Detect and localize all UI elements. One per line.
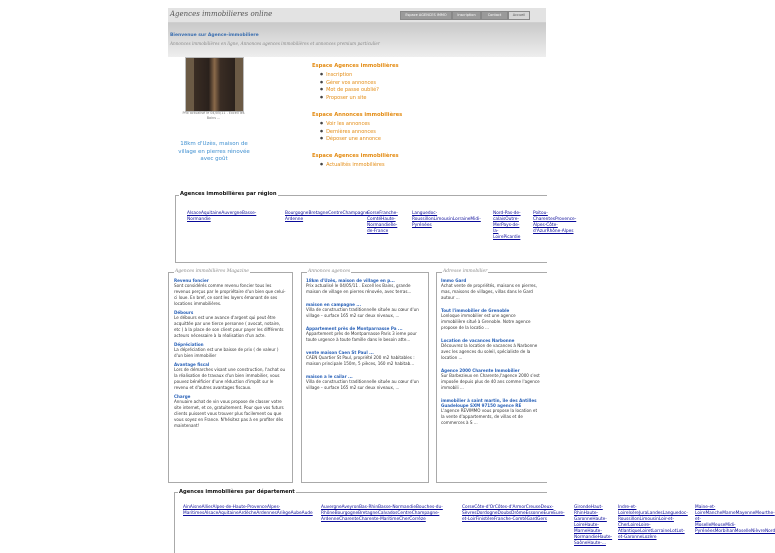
menu-section-annonces [312,112,402,144]
magazine-item-title[interactable]: Revenu foncier [174,278,209,283]
region-link-group[interactable]: Nord-Pas-de-calaisOutre-MerPays-de-la-LoirePicardie [493,211,521,240]
magazine-item-text: Le débours est une avance d'argent qui peut être acquittée par une tierce personne ( avocat, notaire, etc ) à la place de son client pour payer les différents acteurs nécessaire à la réalisation d'un acte. [174,315,284,338]
magazine-item-title[interactable]: Avantage fiscal [174,362,210,367]
magazine-item-text: Annuaire achat de vin vous propose de classer votre site internet, et ce, gratuitement. Pour que vos futurs clients puissent vous trouver plus facilement ou que vous soyez en France. N'hésitez pas à en profiter dès maintenant! [174,399,284,428]
adresses-title: Adresse immobilier [443,269,488,274]
adresses-list [441,278,541,426]
adresse-item-text: Achat vente de propriétés, maisons en pierres, mas, maisons de villages, villas dans le Gard autour ... [441,283,537,300]
annonce-item-text: Prix actualisé le 04/05/11 . Excell les Bains, grande maison de village en pierres rénovée, avec terras... [306,283,412,294]
annonce-item-title[interactable]: 18km d'Uzès, maison de village en p... [306,278,395,283]
departement-link-group[interactable]: Maine-et-LoireMancheMarneMayenneMeurthe-et-MoselleMeuseMidi-PyrénéesMorbihanMoselleNièvreNord [695,505,775,534]
magazine-item-title[interactable]: Charge [174,394,191,399]
list-item [441,278,541,301]
adresse-item-text: L'agence REVIMMO vous propose la location et la vente d'appartements, de villas et de commerces à S ... [441,408,538,425]
annonce-item-text: Villa de construction traditionnelle située au cœur d'un village – surface 165 m2 sur deux niveaux, ... [306,379,419,390]
region-link-group[interactable]: Languedoc-RoussillonLimousinLorraineMidi-Pyrénées [412,211,481,228]
menu-deposer-annonce-link[interactable]: ● Déposer une annonce [320,136,402,144]
annonces-title: Annonces agences [308,269,351,274]
welcome-heading: Bienvenue sur Agence-immobiliere [170,33,259,38]
annonce-item-title[interactable]: maison a le cailar ... [306,374,353,379]
list-item [306,278,423,295]
regions-box [175,191,577,263]
list-item [174,362,287,391]
menu-inscription-link[interactable]: ● Inscription [320,72,399,80]
list-item [174,310,287,339]
departement-link-group[interactable]: Indre-et-LoireIsèreJuraLandesLanguedoc-RoussillonLimousinLoir-et-CherLoireLoire-AtlantiqueLoiretLorraineLotLot-et-GaronneLozère [618,505,688,540]
annonce-item-title[interactable]: Appartement près de Montparnasse Pa ... [306,326,403,331]
menu-proposer-site-link[interactable]: ● Proposer un site [320,95,399,103]
header-banner [168,23,546,57]
adresse-item-title[interactable]: Agence 2000 Charente Immobilier [441,368,520,373]
adresse-item-title[interactable]: Immo Gard [441,278,467,283]
adresses-column [436,269,547,483]
magazine-title: Agences immobilières Magazine [175,269,249,274]
departements-box [174,489,775,553]
magazine-item-text: Lors de démarches visant une construction, l'achat ou la réalisation de travaux d'un bien immobilier, vous pouvez bénéficier d'une réduction d'impôt sur le revenu et d'autres avantages fiscaux. [174,367,286,390]
departement-link-group[interactable]: AinAisneAllierAlpes-de-Haute-ProvenceAlpes-MaritimesAlsaceAquitaineArdècheArdennesAriègeAubeAude [183,505,313,516]
departements-title: Agences immobilières par département [179,489,295,495]
region-link-group[interactable]: AlsaceAquitaineAuvergneBasse-Normandie [187,211,257,222]
annonces-column [301,269,429,483]
annonce-item-text: Appartement près de Montparnasse Paris 3 ieme pour toute urgence à toute famille dans le besoin atte... [306,331,417,342]
magazine-column [168,269,293,483]
featured-property-link[interactable]: 18km d'Uzès, maison de village en pierres rénovée avec goût [178,141,250,162]
featured-property-photo[interactable] [185,57,244,112]
nav-espace-agences-button[interactable]: Espace AGENCES IMMO [400,11,452,20]
list-item [174,342,287,359]
nav-accueil-button[interactable]: Accueil [508,11,530,20]
magazine-list [174,278,287,429]
photo-caption: Prix actualisé le 04/05/11 . Excell les Bains ... [182,111,245,120]
page-container [168,8,775,546]
adresse-item-text: Découvrez la location de vacances à Narbonne avec les agences du soleil, spécialiste de la location ... [441,343,538,360]
menu-section-title: Espace Agences immobilières [312,63,399,69]
magazine-item-text: La dépréciation est une baisse de prix ( de valeur ) d'un bien immobilier [174,347,279,358]
menu-section-actualites [312,153,399,170]
adresse-item-text: Sur Barbezieux en Charente,l'agence 2000 s'est imposée depuis plus de 40 ans comme l'agence immobili ... [441,373,540,390]
menu-mot-de-passe-link[interactable]: ● Mot de passe oublié? [320,87,399,95]
region-link-group[interactable]: BourgogneBretagneCentreChampagne-Ardenne [285,211,371,222]
menu-dernieres-annonces-link[interactable]: ● Dernières annonces [320,129,402,137]
top-bar [168,8,546,23]
adresse-item-title[interactable]: Location de vacances Narbonne [441,338,515,343]
departement-link-group[interactable]: AuvergneAveyronBas-RhinBasse-NormandieBouches-du-RhôneBourgogneBretagneCalvadosCentreChampagne-ArdenneCharenteCharente-MaritimeCherCorrèze [321,505,443,522]
list-item [441,338,541,361]
menu-voir-annonces-link[interactable]: ● Voir les annonces [320,121,402,129]
magazine-item-title[interactable]: Dépréciation [174,342,204,347]
menu-section-agences [312,63,399,102]
list-item [174,278,287,307]
adresse-item-title[interactable]: Tout l'immobilier de Grenoble [441,308,510,313]
list-item [441,308,541,331]
menu-actualites-link[interactable]: ● Actualités immobilières [320,162,399,170]
annonce-item-title[interactable]: vente maison Caen St Paul ... [306,350,374,355]
departement-link-group[interactable]: GirondeHaut-RhinHaute-GaronneHaute-LoireHaute-MarneHaute-NormandieHaute-SaôneHaute-... [574,505,613,546]
list-item [306,302,423,319]
magazine-item-text: Sont considérés comme revenu foncier tous les revenus perçus par le propriétaire d'un bien que celui-ci loue. En bref, ce sont les loyers émanant de ses locations immobilières. [174,283,286,306]
adresse-item-text: Lonloque immobilier est une agence immobilière situé à Grenoble. Notre agence propose de la locatio ... [441,313,531,330]
annonces-list [306,278,423,391]
regions-title: Agences immobilières par région [180,191,277,197]
menu-section-title: Espace Annonces immobilières [312,112,403,118]
list-item [441,398,541,426]
annonce-item-title[interactable]: maison en campagne ... [306,302,361,307]
list-item [306,326,423,343]
annonce-item-text: CAEN Quartier St Paul, propriété 200 m2 habitables : maison principale 150m, 5 pièces, 160 m2 habitab... [306,355,415,366]
list-item [174,394,287,429]
list-item [306,350,423,367]
site-name[interactable]: Agences immobilieres online [170,10,273,18]
menu-section-title: Espace Agences immobilières [312,153,399,159]
annonce-item-text: Villa de construction traditionnelle située au cœur d'un village – surface 165 m2 sur deux niveaux, ... [306,307,419,318]
menu-gerer-annonces-link[interactable]: ● Gérer vos annonces [320,80,399,88]
nav-contact-button[interactable]: Contact [481,11,508,20]
nav-inscription-button[interactable]: Inscription [452,11,481,20]
region-link-group[interactable]: Poitou-CharentesProvence-Alpes-Côte-d'AzurRhône-Alpes [533,211,577,234]
list-item [306,374,423,391]
list-item [441,368,541,391]
region-link-group[interactable]: CorseFranche-ComtéHaute-NormandieÎle-de-France [367,211,398,234]
tagline: Annonces immobilières en ligne, Annonces agences immobilières et annonces premium particulier [170,41,380,46]
adresse-item-title[interactable]: immobilier à saint martin, île des Antilles Guadeloupe SXM 97150 agence RE [441,398,537,408]
departement-link-group[interactable]: CorseCôte-d'OrCôtes-d'ArmorCreuseDeux-SèvresDordogneDoubsDrômeEssonneEureEure-et-LoirFinistèreFranche-ComtéGardGers [462,505,565,522]
magazine-item-title[interactable]: Débours [174,310,194,315]
